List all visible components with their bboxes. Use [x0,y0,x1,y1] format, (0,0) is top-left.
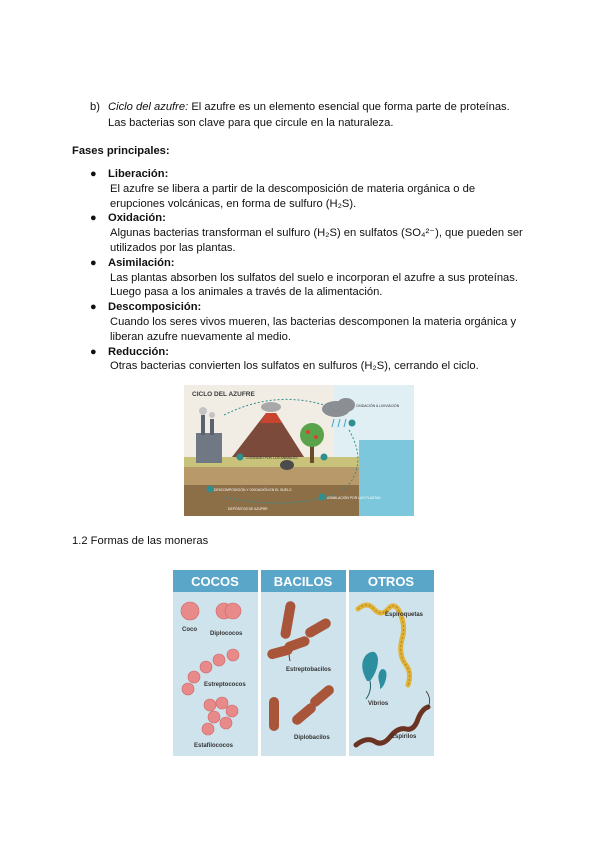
list-item: ● Asimilación: Las plantas absorben los sulfatos del suelo e incorporan el azufre a sus proteínas. Luego pasa a los animales a través de la alimentación. [90,256,518,299]
term: Ciclo del azufre: [108,101,189,113]
para-text-2: Las bacterias son clave para que circule en la naturaleza. [108,116,394,129]
sulfur-cycle-figure [184,385,414,516]
monera-forms-figure [172,569,435,757]
cycle-title: CICLO DEL AZUFRE [192,391,255,398]
label-diplococos: Diplococos [210,631,243,637]
list-item: ● Reducción: Otras bacterias convierten los sulfatos en sulfuros (H₂S), cerrando el ciclo. [90,345,479,373]
header-otros: OTROS [367,574,415,589]
label-diplobacilos: Diplobacilos [294,735,330,741]
list-label: b) [90,101,100,113]
para-text-1: El azufre es un elemento esencial que forma parte de proteínas. [188,101,510,113]
label-vibrios: Vibrios [368,701,389,707]
header-bacilos: BACILOS [273,574,333,589]
list-item: ● Descomposición: Cuando los seres vivos mueren, las bacterias descomponen la materia orgánica y liberan azufre nuevamente al medio. [90,301,517,343]
list-item: ● Liberación: El azufre se libera a partir de la descomposición de materia orgánica o de erupciones volcánicas, en forma de sulfuro (H₂S). [90,168,476,210]
label-estreptococos: Estreptococos [204,682,246,688]
label-estafilococos: Estafilococos [194,743,234,749]
label-espiroquetas: Espiroquetas [385,612,424,618]
list-item: ● Oxidación: Algunas bacterias transforman el sulfuro (H₂S) en sulfatos (SO₄²⁻), que pueden ser utilizados por las plantas. [90,212,523,254]
label-estreptobacilos: Estreptobacilos [286,667,332,673]
fases-heading: Fases principales: [72,145,170,157]
sulfur-cycle-paragraph [90,100,560,131]
phases-list [90,167,530,374]
cycle-label: DESCOMPOSICIÓN Y OXIDACIÓN EN EL SUELO [214,488,292,492]
header-cocos: COCOS [191,574,239,589]
cycle-label: DEPÓSITOS DE AZUFRE [228,507,268,511]
label-espirilos: Espirilos [391,734,417,740]
cycle-label: CONSUMO POR LOS ANIMALES [246,456,298,460]
section-title: 1.2 Formas de las moneras [72,535,209,547]
cycle-label: ASIMILACIÓN POR LAS PLANTAS [327,496,381,500]
cycle-label: OXIDACIÓN & LIXIVIACIÓN [356,404,400,408]
label-coco: Coco [182,627,197,633]
